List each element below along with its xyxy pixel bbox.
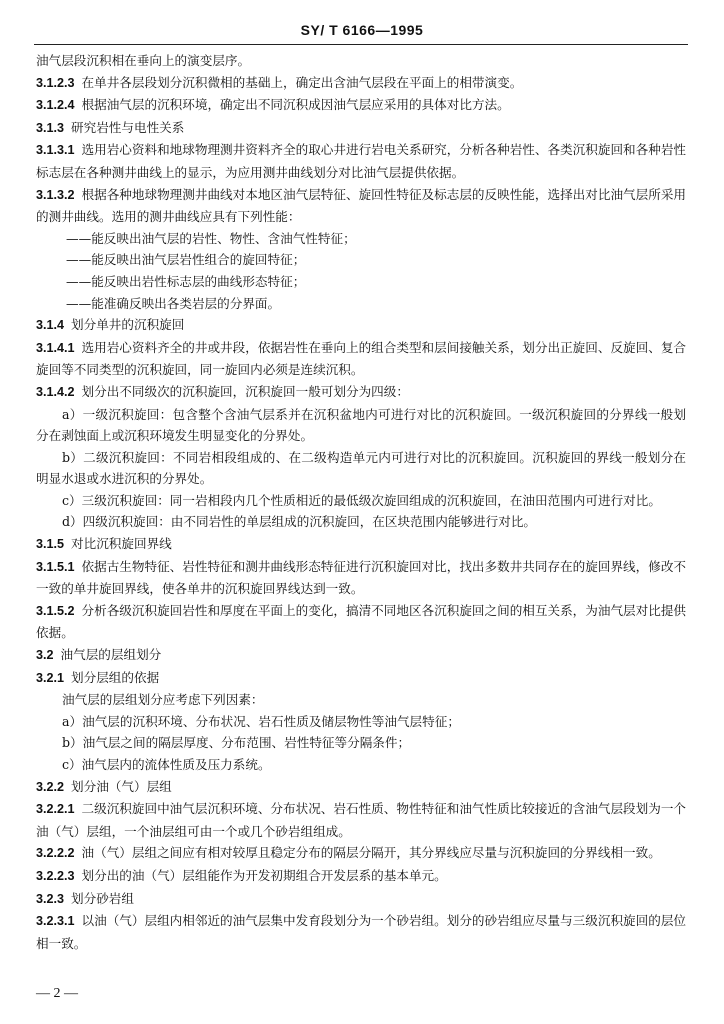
clause-text: 划分出不同级次的沉积旋回，沉积旋回一般可划分为四级： bbox=[81, 383, 409, 399]
paragraph bbox=[36, 293, 686, 315]
clause-3-1-5 bbox=[36, 533, 686, 556]
paragraph bbox=[36, 511, 686, 533]
clause-text: 划分油（气）层组 bbox=[71, 778, 172, 794]
clause-number: 3.1.4.2 bbox=[36, 384, 75, 399]
clause-text: 选用岩心资料齐全的井或井段，依据岩性在垂向上的组合类型和层间接触关系，划分出正旋回、反旋回、复合旋回等不同类型的沉积旋回，同一旋回内必须是连续沉积。 bbox=[36, 339, 687, 378]
clause-text: 油（气）层组之间应有相对较厚且稳定分布的隔层分隔开，其分界线应尽量与沉积旋回的分界线相一致。 bbox=[81, 845, 661, 861]
clause-text: 二级沉积旋回中油气层沉积环境、分布状况、岩石性质、物性特征和油气性质比较接近的含油气层段划为一个油（气）层组，一个油层组可由一个或几个砂岩组组成。 bbox=[36, 801, 687, 839]
clause-text: 分析各级沉积旋回岩性和厚度在平面上的变化，搞清不同地区各沉积旋回之间的相互关系，为油气层对比提供依据。 bbox=[36, 602, 687, 641]
clause-3-1-4-2 bbox=[36, 381, 686, 404]
paragraph bbox=[36, 404, 686, 447]
clause-number: 3.1.5 bbox=[36, 537, 65, 552]
clause-number: 3.1.5.1 bbox=[36, 559, 75, 574]
clause-text: 依据古生物特征、岩性特征和测井曲线形态特征进行沉积旋回对比，找出多数井共同存在的旋回界线，修改不一致的单井旋回界线，使各单井的沉积旋回界线达到一致。 bbox=[36, 558, 687, 597]
clause-3-1-2-3 bbox=[36, 72, 686, 95]
clause-text: 划分层组的依据 bbox=[71, 669, 160, 685]
clause-3-2-2-2 bbox=[36, 842, 686, 865]
clause-3-1-2-4 bbox=[36, 94, 686, 117]
clause-3-1-5-2 bbox=[36, 600, 686, 644]
paragraph bbox=[36, 490, 686, 512]
clause-text: b）油气层之间的隔层厚度、分布范围、岩性特征等分隔条件； bbox=[62, 735, 411, 751]
paragraph bbox=[36, 228, 686, 250]
clause-text: 以油（气）层组内相邻近的油气层集中发育段划分为一个砂岩组。划分的砂岩组应尽量与三级沉积旋回的层位相一致。 bbox=[36, 913, 687, 951]
clause-number: 3.1.3.1 bbox=[36, 143, 75, 158]
clause-number: 3.1.3 bbox=[36, 120, 65, 135]
clause-text: 根据油气层的沉积环境，确定出不同沉积成因油气层应采用的具体对比方法。 bbox=[81, 97, 510, 113]
page-header-standard-code: SY/ T 6166—1995 bbox=[300, 22, 424, 38]
clause-number: 3.2.3 bbox=[36, 891, 65, 906]
clause-text: 油气层的层组划分应考虑下列因素： bbox=[62, 692, 264, 708]
clause-text: a）油气层的沉积环境、分布状况、岩石性质及储层物性等油气层特征； bbox=[62, 713, 460, 729]
clause-text: c）三级沉积旋回：同一岩相段内几个性质相近的最低级次旋回组成的沉积旋回，在油田范围内可进行对比。 bbox=[62, 492, 661, 508]
clause-number: 3.2.2.3 bbox=[36, 868, 75, 883]
clause-number: 3.1.2.4 bbox=[36, 98, 75, 113]
clause-text: 在单井各层段划分沉积微相的基础上，确定出含油气层段在平面上的相带演变。 bbox=[81, 74, 523, 90]
clause-3-1-3 bbox=[36, 117, 686, 140]
clause-3-2 bbox=[36, 644, 686, 667]
clause-number: 3.1.4 bbox=[36, 318, 65, 333]
clause-3-2-1 bbox=[36, 667, 686, 690]
clause-text: c）油气层内的流体性质及压力系统。 bbox=[62, 757, 271, 772]
clause-3-1-3-1 bbox=[36, 139, 686, 183]
clause-text: a）一级沉积旋回：包含整个含油气层系并在沉积盆地内可进行对比的沉积旋回。一级沉积旋回的分界线一般划分在剥蚀面上或沉积环境发生明显变化的分界处。 bbox=[36, 406, 686, 444]
clause-text: 油气层的层组划分 bbox=[60, 647, 162, 663]
paragraph bbox=[36, 271, 686, 293]
paragraph bbox=[36, 249, 686, 271]
clause-number: 3.2.2.2 bbox=[36, 846, 75, 861]
clause-3-2-2-1 bbox=[36, 798, 686, 842]
clause-text: 根据各种地球物理测井曲线对本地区油气层特征、旋回性特征及标志层的反映性能，选择出对比油气层所采用的测井曲线。选用的测井曲线应具有下列性能： bbox=[36, 186, 687, 225]
clause-text: ——能反映出油气层岩性组合的旋回特征； bbox=[66, 252, 306, 268]
clause-text: ——能准确反映出各类岩层的分界面。 bbox=[66, 295, 281, 311]
paragraph bbox=[36, 754, 686, 776]
clause-3-2-2 bbox=[36, 776, 686, 799]
clause-number: 3.2.2.1 bbox=[36, 802, 75, 817]
clause-text: 对比沉积旋回界线 bbox=[71, 536, 172, 552]
clause-text: b）二级沉积旋回：不同岩相段组成的、在二级构造单元内可进行对比的沉积旋回。沉积旋回的界线一般划分在明显水退或水进沉积的分界处。 bbox=[36, 449, 686, 487]
clause-number: 3.2 bbox=[36, 648, 54, 663]
clause-text: 油气层段沉积相在垂向上的演变层序。 bbox=[36, 53, 251, 68]
paragraph bbox=[36, 689, 686, 711]
paragraph bbox=[36, 711, 686, 733]
page-number: — 2 — bbox=[36, 986, 78, 1001]
clause-text: ——能反映出岩性标志层的曲线形态特征； bbox=[66, 273, 306, 289]
clause-3-2-2-3 bbox=[36, 865, 686, 888]
clause-3-1-4-1 bbox=[36, 337, 686, 381]
clause-number: 3.1.5.2 bbox=[36, 603, 75, 618]
clause-3-2-3-1 bbox=[36, 910, 686, 954]
clause-text: 研究岩性与电性关系 bbox=[71, 119, 185, 135]
clause-text: 选用岩心资料和地球物理测井资料齐全的取心井进行岩电关系研究，分析各种岩性、各类沉积旋回和各种岩性标志层在各种测井曲线上的显示，为应用测井曲线划分对比油气层提供依据。 bbox=[36, 142, 687, 180]
clause-3-2-3 bbox=[36, 888, 686, 911]
paragraph bbox=[36, 50, 686, 72]
clause-number: 3.2.2 bbox=[36, 779, 65, 794]
clause-text: ——能反映出油气层的岩性、物性、含油气性特征； bbox=[66, 230, 356, 246]
clause-3-1-5-1 bbox=[36, 556, 686, 600]
paragraph bbox=[36, 732, 686, 754]
clause-3-1-4 bbox=[36, 314, 686, 337]
clause-text: d）四级沉积旋回：由不同岩性的单层组成的沉积旋回，在区块范围内能够进行对比。 bbox=[62, 514, 537, 530]
clause-number: 3.2.3.1 bbox=[36, 914, 75, 929]
clause-number: 3.1.3.2 bbox=[36, 187, 75, 202]
clause-text: 划分单井的沉积旋回 bbox=[71, 317, 185, 333]
clause-number: 3.1.4.1 bbox=[36, 340, 75, 355]
clause-number: 3.2.1 bbox=[36, 670, 65, 685]
paragraph bbox=[36, 447, 686, 490]
clause-text: 划分砂岩组 bbox=[71, 890, 134, 906]
document-body bbox=[36, 50, 686, 954]
clause-3-1-3-2 bbox=[36, 184, 686, 228]
clause-text: 划分出的油（气）层组能作为开发初期组合开发层系的基本单元。 bbox=[81, 867, 447, 883]
clause-number: 3.1.2.3 bbox=[36, 75, 75, 90]
header-divider bbox=[34, 44, 688, 45]
